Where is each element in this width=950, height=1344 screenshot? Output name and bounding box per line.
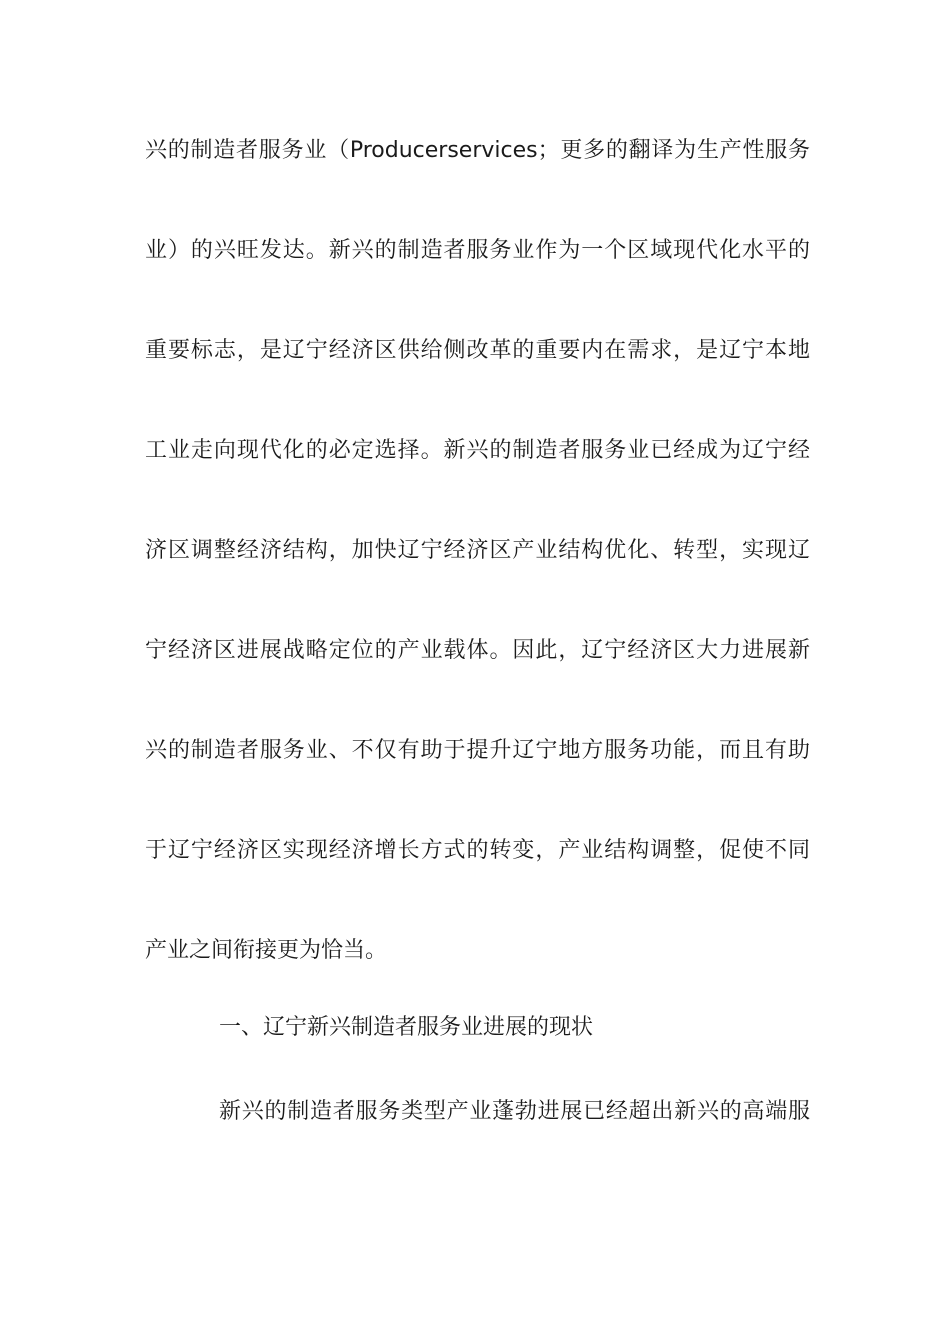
paragraph-line: 业）的兴旺发达。新兴的制造者服务业作为一个区域现代化水平的 bbox=[145, 238, 810, 263]
section-heading: 一、辽宁新兴制造者服务业进展的现状 bbox=[219, 1015, 594, 1040]
paragraph-line: 于辽宁经济区实现经济增长方式的转变，产业结构调整，促使不同 bbox=[145, 838, 810, 863]
paragraph-line: 济区调整经济结构，加快辽宁经济区产业结构优化、转型，实现辽 bbox=[145, 538, 810, 563]
paragraph-line: 兴的制造者服务业（Producerservices；更多的翻译为生产性服务 bbox=[145, 138, 810, 163]
paragraph-line: 工业走向现代化的必定选择。新兴的制造者服务业已经成为辽宁经 bbox=[145, 438, 810, 463]
paragraph-line: 产业之间衔接更为恰当。 bbox=[145, 938, 388, 963]
paragraph-line: 重要标志，是辽宁经济区供给侧改革的重要内在需求，是辽宁本地 bbox=[145, 338, 810, 363]
paragraph-line: 新兴的制造者服务类型产业蓬勃进展已经超出新兴的高端服 bbox=[219, 1099, 810, 1124]
paragraph-line: 兴的制造者服务业、不仅有助于提升辽宁地方服务功能，而且有助 bbox=[145, 738, 810, 763]
paragraph-line: 宁经济区进展战略定位的产业载体。因此，辽宁经济区大力进展新 bbox=[145, 638, 810, 663]
